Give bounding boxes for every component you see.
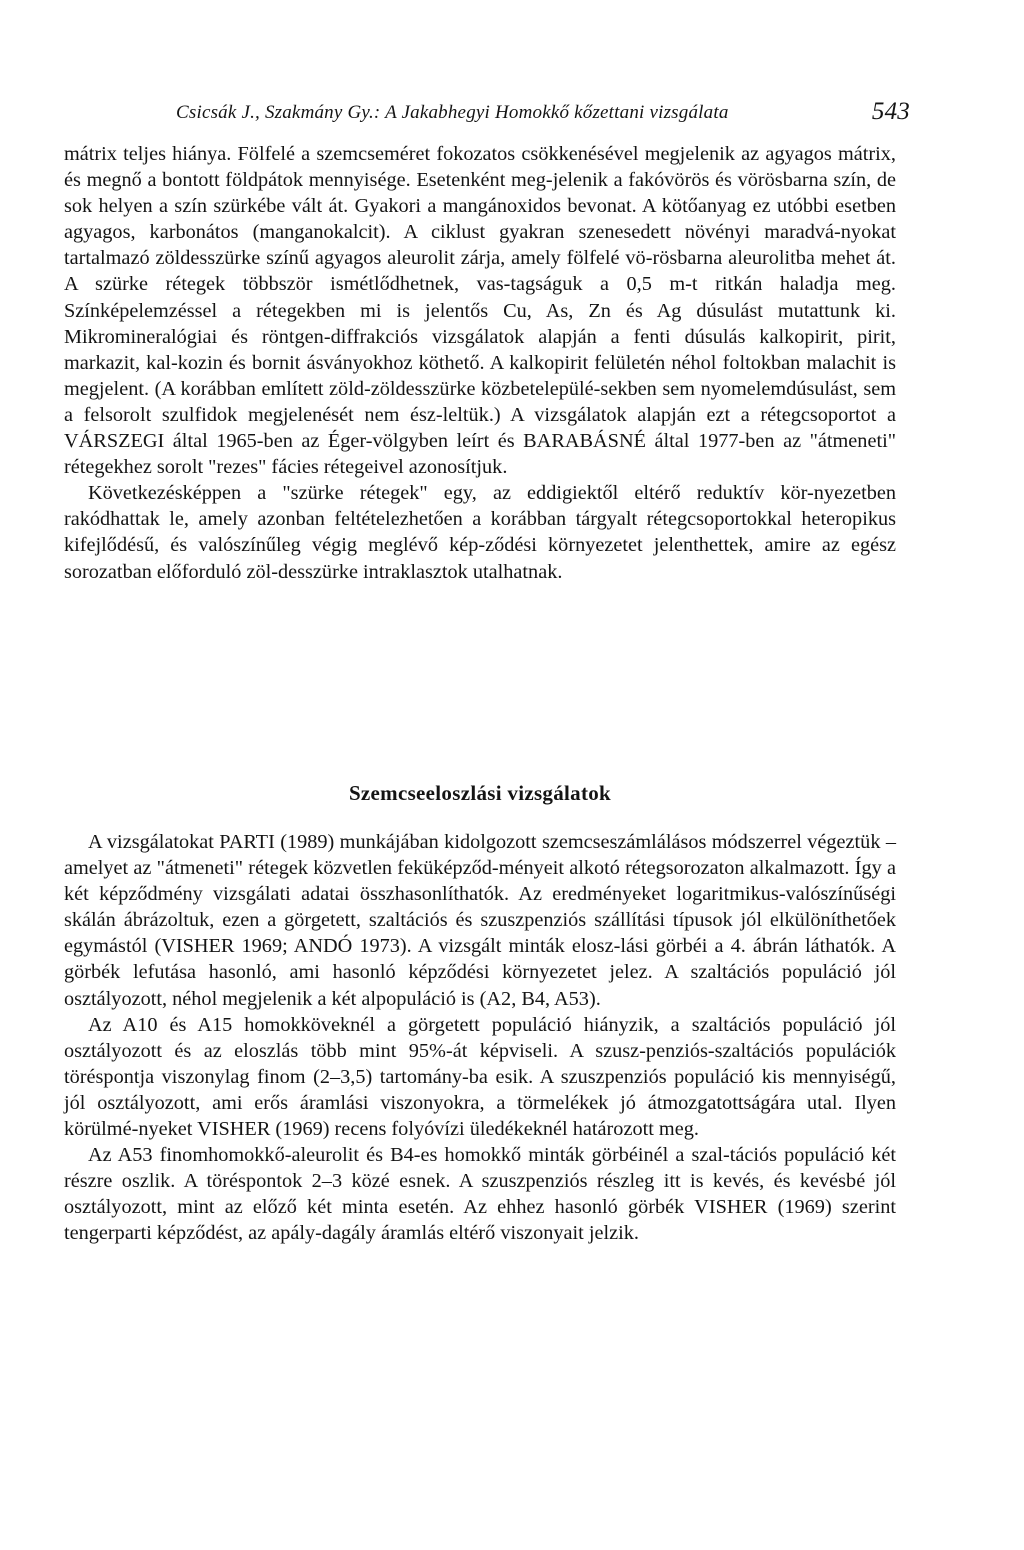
- page-number: 543: [871, 98, 910, 125]
- section-heading: Szemcseeloszlási vizsgálatok: [348, 781, 612, 805]
- header-authors: Csicsák J., Szakmány Gy.:: [176, 102, 381, 123]
- paragraph-continuation: mátrix teljes hiánya. Fölfelé a szemcseméret fokozatos csökkenésével megjelenik az agyagos mátrix, és megnő a bontott földpátok mennyisége. Esetenként meg-jelenik a fakóvörös és vörösbarna szín, de sok helyen a szín szürkébe vált át. Gyakori a mangánoxidos bevonat. A kötőanyag ez utóbbi esetben agyagos, karbonátos (manganokalcit). A ciklust gyakran szenesedett növényi maradvá-nyokat tartalmazó zöldesszürke színű agyagos aleurolit zárja, amely fölfelé vö-rösbarna aleurolitba mehet át. A szürke rétegek többször ismétlődhetnek, vas-tagságuk a 0,5 m-t ritkán haladja meg. Színképelemzéssel a rétegekben mi is jelentős Cu, As, Zn és Ag dúsulást mutattunk ki. Mikromineralógiai és röntgen-diffrakciós vizsgálatok alapján a fenti dúsulás kalkopirit, pirit, markazit, kal-kozin és bornit ásványokhoz köthető. A kalkopirit felületén néhol foltokban malachit is megjelent. (A korábban említett zöld-zöldesszürke közbetelepülé-sekben sem nyomelemdúsulást, sem a felsorolt szulfidok megjelenését nem ész-leltük.) A vizsgálatok alapján ezt a rétegcsoportot a VÁRSZEGI által 1965-ben az Éger-völgyben leírt és BARABÁSNÉ által 1977-ben az "átmeneti" rétegekhez sorolt "rezes" fácies rétegeivel azonosítjuk.: [64, 143, 896, 479]
- running-title: [176, 102, 729, 124]
- paragraph-conclusion: Következésképpen a "szürke rétegek" egy, az eddigiektől eltérő reduktív kör-nyezetben rakódhattak le, amely azonban feltételezhetően a korábban tárgyalt rétegcsoportokkal heteropikus kifejlődésű, és valószínűleg végig meglévő kép-ződési környezetet jelenthettek, amire az egész sorozatban előforduló zöl-desszürke intraklasztok utalhatnak.: [64, 482, 896, 583]
- paragraph-a53-b4: Az A53 finomhomokkő-aleurolit és B4-es homokkő minták görbéinél a szal-tációs populáció két részre oszlik. A töréspontok 2–3 közé esnek. A szuszpenziós részleg itt is kevés, és kevésbé jól osztályozott, mint az előző két minta esetén. Az ehhez hasonló görbék VISHER (1969) szerint tengerparti képződést, az apály-dagály áramlás eltérő viszonyait jelzik.: [64, 1144, 896, 1245]
- header-title: A Jakabhegyi Homokkő kőzettani vizsgálata: [385, 102, 729, 123]
- body-text-top: [64, 141, 896, 585]
- body-text-bottom: [64, 829, 896, 1247]
- running-header: [176, 100, 910, 128]
- paragraph-a10-a15: Az A10 és A15 homokköveknél a görgetett populáció hiányzik, a szaltációs populáció jól osztályozott és az eloszlás több mint 95%-át képviseli. A szusz-penziós-szaltációs populációk töréspontja viszonylag finom (2–3,5) tartomány-ba esik. A szuszpenziós populáció kis mennyiségű, jól osztályozott, ami erős áramlási viszonyokra, a törmelékek jó átmozgatottságára utal. Ilyen körülmé-nyeket VISHER (1969) recens folyóvízi üledékeknél határozott meg.: [64, 1013, 896, 1141]
- paragraph-methods: A vizsgálatokat PARTI (1989) munkájában kidolgozott szemcseszámlálásos módszerrel végeztük – amelyet az "átmeneti" rétegek közvetlen feküképződ-ményeit alkotó rétegsorozaton alkalmazott. Így a két képződmény vizsgálati adatai összhasonlíthatók. Az eredményeket logaritmikus-valószínűségi skálán ábrázoltuk, ezen a görgetett, szaltációs és szuszpenziós szállítási típusok jól elkülöníthetőek egymástól (VISHER 1969; ANDÓ 1973). A vizsgált minták elosz-lási görbéi a 4. ábrán láthatók. A görbék lefutása hasonló, ami hasonló képződési környezetet jelez. A szaltációs populáció jól osztályozott, néhol megjelenik a két alpopuláció is (A2, B4, A53).: [64, 831, 896, 1010]
